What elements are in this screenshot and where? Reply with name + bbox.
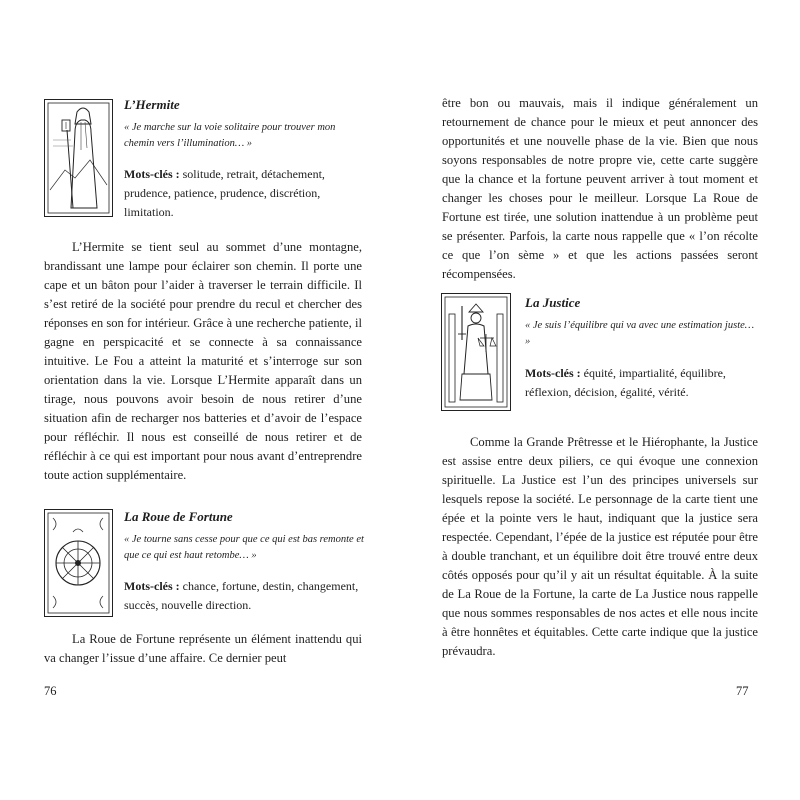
justice-keywords bbox=[525, 364, 760, 402]
wheel-of-fortune-card-illustration bbox=[44, 509, 113, 617]
justice-quote: « Je suis l’équilibre qui va avec une estimation juste… » bbox=[525, 320, 755, 347]
wheel-paragraph: La Roue de Fortune représente un élément inattendu qui va changer l’issue d’une affaire. Ce dernier peut bbox=[44, 632, 362, 665]
justice-card-illustration bbox=[441, 293, 511, 411]
wheel-paragraph-continued: être bon ou mauvais, mais il indique généralement un retournement de chance pour le mieux et peut annoncer des opportunités et une nouvelle phase de la vie. Bien que nous soyons responsables de notre propre vie, cette carte suggère que la chance et la fortune peuvent arriver à tout moment et changer les choses pour le meilleur. Lorsque La Roue de Fortune est tirée, une solution inattendue à un problème peut se présenter. Parfois, la carte nous rappelle que « l’on récolte ce que l’on sème » et que les actions passées seront récompensées. bbox=[442, 96, 758, 281]
justice-keywords-label: Mots-clés : bbox=[525, 366, 581, 380]
hermit-card-illustration bbox=[44, 99, 113, 217]
hermit-keywords bbox=[124, 165, 364, 222]
wheel-keywords bbox=[124, 577, 364, 615]
justice-keywords-list: équité, impartialité, équilibre, réflexion, décision, égalité, vérité. bbox=[525, 366, 726, 399]
wheel-keywords-label: Mots-clés : bbox=[124, 579, 180, 593]
hermit-keywords-list: solitude, retrait, détachement, prudence, patience, prudence, discrétion, limitation. bbox=[124, 167, 325, 219]
hermit-title: L’Hermite bbox=[124, 97, 180, 112]
wheel-quote: « Je tourne sans cesse pour que ce qui est bas remonte et que ce qui est haut retombe… » bbox=[124, 534, 364, 561]
hermit-paragraph: L’Hermite se tient seul au sommet d’une montagne, brandissant une lampe pour éclairer son chemin. Il porte une cape et un bâton pour l’aider à traverser le terrain difficile. Il s’est retiré de la société pour prendre du recul et chercher des réponses en son for intérieur. Grâce à une recherche patiente, il gagne en perspicacité et se connecte à sa connaissance intuitive. Le Fou a atteint la maturité et s’interroge sur son orientation dans la vie. Lorsque L’Hermite apparaît dans un tirage, nous pouvons avoir besoin de nous retirer d’une situation afin de recharger nos batteries et d’avoir de l’espace pour réfléchir. Il nous est conseillé de nous retirer et de réfléchir à ce qui est important pour nous avant d’entreprendre toute action supplémentaire. bbox=[44, 240, 362, 482]
page-number-left: 76 bbox=[44, 684, 57, 698]
hermit-quote: « Je marche sur la voie solitaire pour trouver mon chemin vers l’illumination… » bbox=[124, 122, 336, 149]
wheel-keywords-list: chance, fortune, destin, changement, succès, nouvelle direction. bbox=[124, 579, 359, 612]
hermit-keywords-label: Mots-clés : bbox=[124, 167, 180, 181]
justice-title: La Justice bbox=[525, 295, 581, 310]
wheel-title: La Roue de Fortune bbox=[124, 509, 233, 524]
justice-paragraph: Comme la Grande Prêtresse et le Hiérophante, la Justice est assise entre deux piliers, ce qui évoque une connexion spirituelle. La Justice est l’un des principes universels sur lesquels repose la société. Le personnage de la carte tient une épée et la pointe vers le haut, indiquant que la justice sera respectée. Cependant, l’épée de la justice est réputée pour être à double tranchant, et un équilibre doit être trouvé entre deux côtés opposés pour qu’il y ait un résultat équitable. À la suite de La Roue de la Fortune, la carte de La Justice nous rappelle que nous sommes responsables de nos actes et elle nous incite à être honnêtes et équitables. Cette carte indique que la justice prévaudra. bbox=[442, 435, 758, 658]
right-page bbox=[400, 0, 800, 800]
page-number-right: 77 bbox=[736, 684, 749, 698]
